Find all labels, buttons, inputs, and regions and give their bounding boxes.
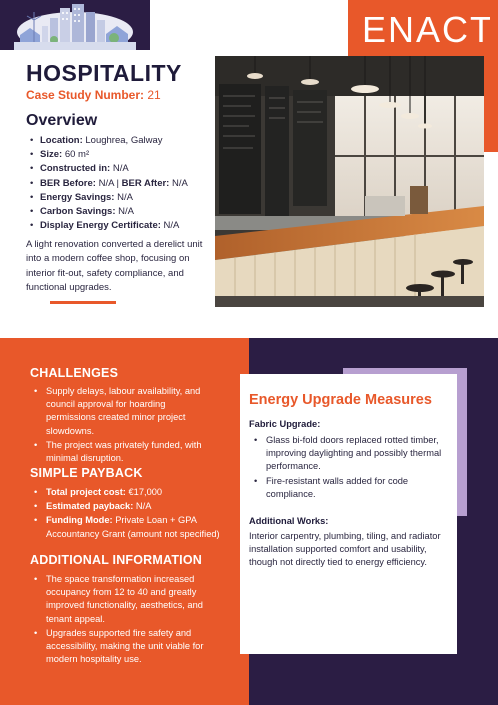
fabric-upgrade-item: • Fire-resistant walls added for code compliance.: [252, 475, 452, 501]
additional-works-heading: Additional Works:: [249, 516, 329, 526]
enact-logo: [362, 10, 490, 48]
payback-item-estimated: • Estimated payback: N/A: [34, 500, 224, 513]
overview-item-ber: • BER Before: N/A | BER After: N/A: [30, 177, 188, 191]
city-skyline-icon: [14, 2, 136, 50]
fabric-upgrade-list: [252, 434, 452, 502]
payback-item-total-cost: • Total project cost: €17,000: [34, 486, 224, 499]
overview-item-dec: • Display Energy Certificate: N/A: [30, 219, 188, 233]
energy-upgrade-title: Energy Upgrade Measures: [249, 392, 432, 408]
coffee-shop-interior-image: [215, 56, 484, 307]
payback-item-funding: • Funding Mode: Private Loan + GPA Accountancy Grant (amount not specified): [34, 514, 224, 540]
overview-item-constructed: • Constructed in: N/A: [30, 162, 188, 176]
overview-item-carbon-savings: • Carbon Savings: N/A: [30, 205, 188, 219]
challenges-heading: CHALLENGES: [30, 366, 119, 380]
payback-list: [34, 486, 224, 542]
additional-works-text: Interior carpentry, plumbing, tiling, and radiator installation supported comfort and usability, though not directly tied to energy efficiency.: [249, 531, 441, 568]
orange-footer-strip: [0, 690, 249, 705]
overview-item-size: • Size: 60 m²: [30, 148, 188, 162]
overview-list: [30, 134, 188, 233]
challenges-list: [34, 385, 214, 466]
overview-heading: Overview: [26, 112, 98, 129]
coffee-shop-photo: [215, 56, 484, 307]
page-title: HOSPITALITY: [26, 60, 182, 86]
city-banner-illustration: [0, 0, 150, 50]
svg-text:ENACT: ENACT: [362, 10, 490, 48]
additional-info-item: • The space transformation increased occupancy from 12 to 40 and greatly improved functionality, aesthetics, and tenant appeal.: [34, 573, 212, 626]
divider: [50, 301, 116, 304]
case-study-value: 21: [147, 88, 161, 102]
additional-info-list: [34, 573, 212, 667]
additional-info-item: • Upgrades supported fire safety and accessibility, making the unit viable for modern hospitality use.: [34, 627, 212, 667]
case-study-label: Case Study Number:: [26, 88, 145, 102]
fabric-upgrade-item: • Glass bi-fold doors replaced rotted timber, improving daylighting and possibly thermal performance.: [252, 434, 452, 474]
enact-logo-icon: [362, 10, 490, 48]
challenge-item: • The project was privately funded, with minimal disruption.: [34, 439, 214, 465]
overview-item-energy-savings: • Energy Savings: N/A: [30, 191, 188, 205]
case-study-number: [26, 88, 161, 102]
additional-info-heading: ADDITIONAL INFORMATION: [30, 553, 202, 567]
challenge-item: • Supply delays, labour availability, and council approval for hoarding permissions created minor project slowdowns.: [34, 385, 214, 438]
energy-upgrade-card: [240, 374, 457, 654]
payback-heading: SIMPLE PAYBACK: [30, 466, 143, 480]
fabric-upgrade-heading: Fabric Upgrade:: [249, 419, 321, 429]
project-description: A light renovation converted a derelict unit into a modern coffee shop, focusing on interior fit-out, safety compliance, and functional upgrades.: [26, 239, 203, 293]
overview-item-location: • Location: Loughrea, Galway: [30, 134, 188, 148]
